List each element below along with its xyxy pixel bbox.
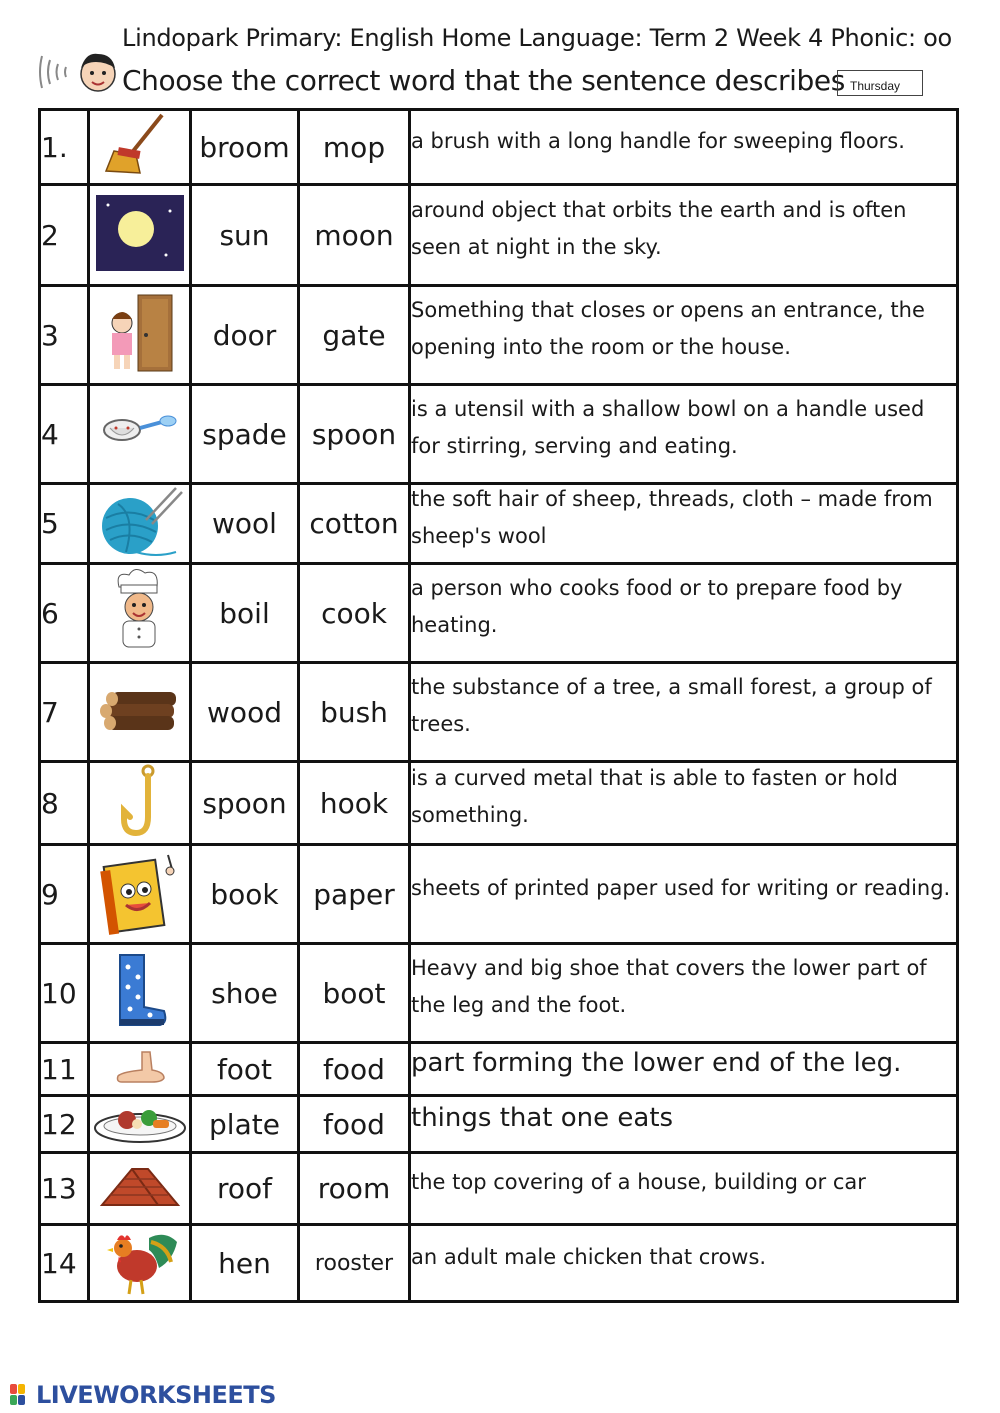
row-picture	[89, 110, 191, 185]
row-picture	[89, 385, 191, 484]
row-picture	[89, 663, 191, 762]
description-text: Something that closes or opens an entrance, the opening into the room or the house.	[411, 298, 925, 359]
word-option-1[interactable]: boil	[191, 564, 299, 663]
word-option-2[interactable]: hook	[299, 762, 410, 845]
speaker-boy-icon[interactable]	[36, 42, 116, 102]
word-option-2[interactable]: food	[299, 1096, 410, 1153]
row-picture	[89, 564, 191, 663]
row-number: 4	[40, 385, 89, 484]
description-text: things that one eats	[411, 1102, 674, 1133]
row-picture	[89, 762, 191, 845]
row-number: 3	[40, 286, 89, 385]
roof-icon	[98, 1165, 182, 1209]
worksheet-row	[40, 185, 958, 286]
word-option-2[interactable]: food	[299, 1043, 410, 1096]
word-option-2[interactable]: boot	[299, 944, 410, 1043]
spoon-icon	[100, 412, 180, 452]
word-option-2[interactable]: cotton	[299, 484, 410, 564]
description-text: an adult male chicken that crows.	[411, 1244, 767, 1269]
row-number: 1.	[40, 110, 89, 185]
footer-brand[interactable]	[10, 1381, 276, 1409]
word-option-1[interactable]: sun	[191, 185, 299, 286]
word-option-2[interactable]: spoon	[299, 385, 410, 484]
row-number: 14	[40, 1225, 89, 1302]
row-number: 10	[40, 944, 89, 1043]
word-description	[410, 1096, 958, 1153]
foot-icon	[112, 1050, 168, 1084]
word-option-1[interactable]: hen	[191, 1225, 299, 1302]
description-text: a brush with a long handle for sweeping floors.	[411, 128, 905, 153]
word-description	[410, 484, 958, 564]
chef-icon	[105, 567, 175, 655]
word-description	[410, 564, 958, 663]
word-option-1[interactable]: roof	[191, 1153, 299, 1225]
rooster-icon	[99, 1226, 181, 1296]
row-picture	[89, 1225, 191, 1302]
worksheet-instruction: Choose the correct word that the sentence describes	[122, 64, 845, 97]
description-text: the soft hair of sheep, threads, cloth – made from sheep's wool	[411, 486, 933, 548]
description-text: the substance of a tree, a small forest, a group of trees.	[411, 675, 932, 736]
word-option-2[interactable]: bush	[299, 663, 410, 762]
worksheet-table	[38, 108, 959, 1303]
word-description	[410, 1153, 958, 1225]
worksheet-row	[40, 1153, 958, 1225]
broom-icon	[100, 111, 180, 179]
word-option-1[interactable]: spoon	[191, 762, 299, 845]
description-text: part forming the lower end of the leg.	[411, 1047, 902, 1078]
worksheet-row	[40, 1043, 958, 1096]
word-option-1[interactable]: shoe	[191, 944, 299, 1043]
word-option-2[interactable]: mop	[299, 110, 410, 185]
worksheet-row	[40, 1225, 958, 1302]
worksheet-row	[40, 762, 958, 845]
word-option-1[interactable]: wood	[191, 663, 299, 762]
description-text: around object that orbits the earth and is often seen at night in the sky.	[411, 198, 907, 259]
word-option-1[interactable]: broom	[191, 110, 299, 185]
word-option-1[interactable]: door	[191, 286, 299, 385]
word-option-2[interactable]: room	[299, 1153, 410, 1225]
word-description	[410, 185, 958, 286]
moon-icon	[96, 195, 184, 271]
row-number: 9	[40, 845, 89, 944]
worksheet-row	[40, 385, 958, 484]
word-option-1[interactable]: spade	[191, 385, 299, 484]
description-text: is a curved metal that is able to fasten or hold something.	[411, 766, 898, 827]
word-option-2[interactable]: moon	[299, 185, 410, 286]
row-number: 8	[40, 762, 89, 845]
worksheet-row	[40, 110, 958, 185]
description-text: sheets of printed paper used for writing or reading.	[411, 875, 951, 900]
logs-icon	[98, 688, 182, 732]
word-option-2[interactable]: cook	[299, 564, 410, 663]
worksheet-row	[40, 286, 958, 385]
row-picture	[89, 845, 191, 944]
worksheet-row	[40, 845, 958, 944]
row-picture	[89, 1153, 191, 1225]
row-picture	[89, 484, 191, 564]
day-input[interactable]: Thursday	[837, 70, 923, 96]
word-description	[410, 845, 958, 944]
row-number: 6	[40, 564, 89, 663]
book-icon	[98, 849, 182, 935]
worksheet-row	[40, 944, 958, 1043]
word-option-1[interactable]: plate	[191, 1096, 299, 1153]
row-picture	[89, 1043, 191, 1096]
word-description	[410, 944, 958, 1043]
worksheet-row	[40, 663, 958, 762]
yarn-icon	[96, 486, 184, 558]
worksheet-row	[40, 1096, 958, 1153]
row-picture	[89, 944, 191, 1043]
word-description	[410, 286, 958, 385]
word-option-1[interactable]: foot	[191, 1043, 299, 1096]
door-icon	[104, 293, 176, 373]
worksheet-subtitle: Lindopark Primary: English Home Language: Term 2 Week 4 Phonic: oo	[122, 24, 952, 52]
row-number: 7	[40, 663, 89, 762]
word-description	[410, 663, 958, 762]
worksheet-row	[40, 484, 958, 564]
description-text: a person who cooks food or to prepare food by heating.	[411, 576, 903, 637]
plate-icon	[93, 1100, 187, 1144]
hook-icon	[118, 763, 162, 839]
description-text: the top covering of a house, building or car	[411, 1170, 866, 1194]
row-number: 5	[40, 484, 89, 564]
footer-brand-text: LIVEWORKSHEETS	[36, 1381, 276, 1409]
word-option-2[interactable]: paper	[299, 845, 410, 944]
row-number: 2	[40, 185, 89, 286]
word-option-2[interactable]: gate	[299, 286, 410, 385]
word-option-1[interactable]: wool	[191, 484, 299, 564]
liveworksheets-logo-icon	[10, 1384, 34, 1406]
description-text: is a utensil with a shallow bowl on a handle used for stirring, serving and eating.	[411, 397, 925, 458]
word-option-2[interactable]: rooster	[299, 1225, 410, 1302]
row-number: 12	[40, 1096, 89, 1153]
word-description	[410, 762, 958, 845]
row-picture	[89, 286, 191, 385]
row-picture	[89, 185, 191, 286]
row-number: 11	[40, 1043, 89, 1096]
boot-icon	[110, 953, 170, 1029]
word-option-1[interactable]: book	[191, 845, 299, 944]
word-description	[410, 1043, 958, 1096]
description-text: Heavy and big shoe that covers the lower part of the leg and the foot.	[411, 956, 927, 1017]
worksheet-row	[40, 564, 958, 663]
word-description	[410, 1225, 958, 1302]
word-description	[410, 110, 958, 185]
row-number: 13	[40, 1153, 89, 1225]
row-picture	[89, 1096, 191, 1153]
word-description	[410, 385, 958, 484]
